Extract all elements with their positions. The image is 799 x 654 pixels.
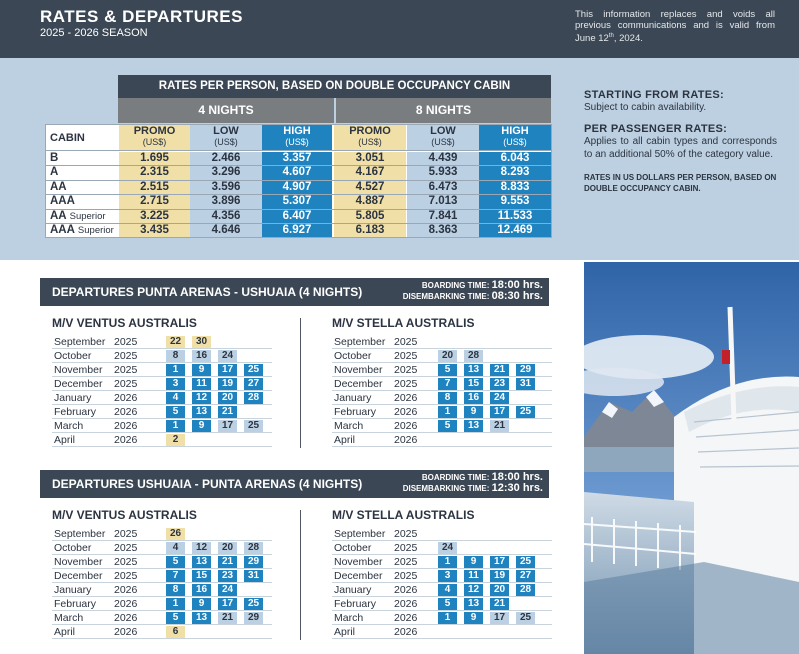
departure-date-high: 23 (218, 570, 237, 582)
month-name: October (334, 350, 372, 362)
rate-value: 1.695 (119, 152, 190, 165)
month-year: 2026 (394, 612, 418, 624)
rate-value: 3.896 (190, 195, 262, 208)
departure-date-high: 1 (438, 406, 457, 418)
month-year: 2026 (114, 434, 138, 446)
rate-row (46, 224, 551, 238)
month-year: 2025 (114, 542, 138, 554)
departure-date-high: 9 (192, 598, 211, 610)
departure-date-high: 19 (490, 570, 509, 582)
rates-notes (584, 89, 777, 194)
departure-date-high: 3 (438, 570, 457, 582)
departure-date-high: 15 (192, 570, 211, 582)
month-year: 2026 (394, 626, 418, 638)
departure-date-high: 21 (490, 364, 509, 376)
rates-banner: RATES PER PERSON, BASED ON DOUBLE OCCUPANCY CABIN (118, 75, 551, 98)
departure-month-row (52, 405, 272, 419)
rate-value: 2.515 (119, 181, 190, 194)
month-year: 2025 (394, 350, 418, 362)
departure-date-high: 4 (438, 584, 457, 596)
departure-date-high: 21 (490, 598, 509, 610)
month-name: February (54, 406, 97, 418)
month-name: April (334, 626, 356, 638)
boarding-times (403, 472, 543, 494)
rate-column-unit: (US$) (214, 137, 238, 147)
departure-date-high: 11 (192, 378, 211, 390)
departure-date-high: 13 (192, 406, 211, 418)
departure-date-high: 25 (516, 406, 535, 418)
departure-month-row (332, 541, 552, 555)
month-name: December (334, 378, 383, 390)
rate-value: 3.357 (262, 152, 332, 165)
departure-month-row (52, 597, 272, 611)
departure-date-low: 24 (218, 350, 237, 362)
rate-value: 8.363 (407, 224, 479, 237)
departure-date-high: 21 (218, 556, 237, 568)
cabin-superior: Superior (69, 210, 106, 222)
departure-date-high: 24 (490, 392, 509, 404)
departure-date-high: 5 (438, 598, 457, 610)
month-year: 2026 (114, 626, 138, 638)
departure-date-high: 13 (192, 556, 211, 568)
departure-month-row (52, 363, 272, 377)
rate-value: 4.907 (262, 181, 332, 194)
departure-date-high: 9 (192, 364, 211, 376)
month-name: November (54, 364, 103, 376)
month-year: 2025 (394, 556, 418, 568)
departure-month-row (52, 583, 272, 597)
disembark-label: DISEMBARKING TIME: (402, 484, 490, 493)
month-year: 2025 (114, 556, 138, 568)
departure-date-high: 13 (464, 364, 483, 376)
month-name: November (334, 556, 383, 568)
rate-row (46, 152, 551, 166)
cabin-code: A (50, 166, 59, 179)
departure-date-high: 4 (166, 392, 185, 404)
month-year: 2026 (114, 584, 138, 596)
departure-date-high: 8 (166, 584, 185, 596)
departure-date-high: 25 (516, 556, 535, 568)
month-year: 2026 (114, 420, 138, 432)
cabin-name (46, 181, 119, 194)
departure-date-high: 7 (166, 570, 185, 582)
departure-date-promo: 26 (166, 528, 185, 540)
departure-month-row (52, 625, 272, 639)
rate-row (46, 166, 551, 180)
departure-month-row (332, 597, 552, 611)
departure-date-high: 28 (244, 392, 263, 404)
departure-month-row (332, 377, 552, 391)
rate-value: 3.225 (119, 210, 190, 223)
departure-date-high: 12 (464, 584, 483, 596)
departure-date-high: 12 (192, 392, 211, 404)
departure-date-low: 25 (516, 612, 535, 624)
departure-date-high: 5 (166, 612, 185, 624)
departure-month-row (332, 527, 552, 541)
month-year: 2025 (394, 570, 418, 582)
departure-date-high: 17 (490, 406, 509, 418)
departure-date-high: 27 (516, 570, 535, 582)
month-name: March (334, 612, 364, 624)
rate-value: 5.307 (262, 195, 332, 208)
month-name: October (54, 542, 92, 554)
departure-date-high: 21 (218, 406, 237, 418)
departure-month-row (332, 405, 552, 419)
month-year: 2025 (394, 378, 418, 390)
departure-date-high: 31 (516, 378, 535, 390)
departure-month-row (332, 583, 552, 597)
departure-date-high: 9 (464, 406, 483, 418)
rate-value: 2.315 (119, 166, 190, 179)
boarding-times (403, 280, 543, 302)
departure-date-high: 29 (244, 556, 263, 568)
departure-month-row (52, 541, 272, 555)
rate-value: 6.927 (262, 224, 332, 237)
departure-date-high: 23 (490, 378, 509, 390)
month-name: January (54, 392, 92, 404)
departure-date-low: 16 (192, 350, 211, 362)
cabin-code: AA (50, 209, 67, 222)
rate-value: 3.435 (119, 224, 190, 237)
month-year: 2025 (114, 336, 138, 348)
departure-date-low: 25 (244, 420, 263, 432)
month-name: January (334, 584, 372, 596)
departure-date-high: 1 (438, 556, 457, 568)
boarding-label: BOARDING TIME: (421, 473, 490, 482)
month-name: February (54, 598, 97, 610)
departure-date-high: 5 (438, 364, 457, 376)
rate-value: 5.933 (407, 166, 479, 179)
departure-date-high: 24 (218, 584, 237, 596)
departure-date-low: 24 (438, 542, 457, 554)
month-name: October (334, 542, 372, 554)
cabin-name (46, 210, 119, 223)
month-year: 2025 (394, 528, 418, 540)
departure-date-high: 16 (192, 584, 211, 596)
rate-value: 12.469 (479, 224, 551, 237)
departure-date-high: 28 (516, 584, 535, 596)
rate-value: 5.805 (334, 210, 406, 223)
departure-date-high: 7 (438, 378, 457, 390)
departure-month-row (52, 611, 272, 625)
cabin-name (46, 166, 119, 179)
month-name: March (54, 612, 84, 624)
departure-date-high: 11 (464, 570, 483, 582)
departure-date-high: 17 (218, 598, 237, 610)
ship-name: M/V VENTUS AUSTRALIS (52, 316, 197, 330)
month-name: April (54, 434, 76, 446)
departure-date-promo: 22 (166, 336, 185, 348)
rate-column-unit: (US$) (431, 137, 455, 147)
departure-date-high: 20 (490, 584, 509, 596)
month-name: September (334, 336, 386, 348)
month-year: 2026 (394, 406, 418, 418)
rate-value: 4.527 (334, 181, 406, 194)
departure-date-low: 29 (244, 612, 263, 624)
rate-column-name: PROMO (133, 125, 176, 137)
departure-date-high: 31 (244, 570, 263, 582)
departure-month-row (332, 611, 552, 625)
departure-date-low: 20 (438, 350, 457, 362)
departure-date-low: 12 (192, 542, 211, 554)
page-header (0, 0, 799, 58)
rate-column-unit: (US$) (358, 137, 382, 147)
rate-value: 8.833 (479, 181, 551, 194)
rate-column-header (190, 125, 262, 150)
rate-value: 6.407 (262, 210, 332, 223)
rate-value: 4.439 (407, 152, 479, 165)
month-name: January (54, 584, 92, 596)
month-year: 2026 (394, 434, 418, 446)
rates-footnote: RATES IN US DOLLARS PER PERSON, BASED ON DOUBLE OCCUPANCY CABIN. (584, 173, 777, 193)
season-label: 2025 - 2026 SEASON (40, 27, 148, 39)
departure-date-high: 20 (218, 392, 237, 404)
rate-column-name: HIGH (501, 125, 529, 137)
page-title: RATES & DEPARTURES (40, 7, 243, 26)
month-name: November (54, 556, 103, 568)
rate-value: 4.887 (334, 195, 406, 208)
rate-value: 8.293 (479, 166, 551, 179)
departure-date-high: 1 (166, 420, 185, 432)
disembark-time: 08:30 hrs. (491, 290, 543, 302)
departure-date-high: 27 (244, 378, 263, 390)
departure-month-row (52, 419, 272, 433)
departure-date-high: 17 (218, 364, 237, 376)
rate-column-name: HIGH (283, 125, 311, 137)
departure-date-high: 9 (464, 556, 483, 568)
departure-date-high: 13 (464, 420, 483, 432)
month-year: 2025 (114, 528, 138, 540)
month-year: 2025 (114, 364, 138, 376)
rate-column-header (479, 125, 551, 150)
rate-value: 7.841 (407, 210, 479, 223)
departure-month-row (52, 527, 272, 541)
month-year: 2026 (394, 392, 418, 404)
rate-column-unit: (US$) (503, 137, 527, 147)
departure-date-high: 1 (166, 598, 185, 610)
departure-date-high: 17 (490, 556, 509, 568)
month-year: 2026 (114, 598, 138, 610)
rate-value: 7.013 (407, 195, 479, 208)
ship-divider (300, 510, 301, 640)
departure-month-row (332, 555, 552, 569)
departure-month-row (332, 349, 552, 363)
departure-date-low: 4 (166, 542, 185, 554)
month-name: December (54, 570, 103, 582)
month-year: 2026 (114, 612, 138, 624)
rate-column-header (407, 125, 479, 150)
month-name: September (54, 336, 106, 348)
month-name: March (334, 420, 364, 432)
departures-header (40, 470, 549, 498)
rate-column-name: PROMO (349, 125, 391, 137)
month-year: 2026 (394, 584, 418, 596)
departure-month-row (52, 569, 272, 583)
cabin-name (46, 152, 119, 165)
departure-month-row (52, 555, 272, 569)
rate-value: 2.466 (190, 152, 262, 165)
departures-title: DEPARTURES PUNTA ARENAS - USHUAIA (4 NIGHTS) (52, 285, 363, 299)
month-name: November (334, 364, 383, 376)
rates-table (45, 124, 552, 238)
rate-column-unit: (US$) (285, 137, 309, 147)
boarding-time: 18:00 hrs. (491, 279, 543, 291)
departure-date-promo: 2 (166, 434, 185, 446)
rate-column-name: LOW (430, 125, 456, 137)
month-year: 2025 (394, 364, 418, 376)
passenger-rates-text: Applies to all cabin types and corresponds to an additional 50% of the category value. (584, 136, 777, 160)
cabin-name (46, 195, 119, 208)
departure-date-high: 1 (438, 612, 457, 624)
departure-date-low: 21 (218, 612, 237, 624)
departure-date-high: 15 (464, 378, 483, 390)
departure-date-high: 5 (438, 420, 457, 432)
departure-month-row (332, 363, 552, 377)
departure-date-high: 5 (166, 556, 185, 568)
month-name: October (54, 350, 92, 362)
departure-date-high: 1 (166, 364, 185, 376)
departure-month-row (332, 625, 552, 639)
departure-date-high: 5 (166, 406, 185, 418)
rate-column-name: LOW (213, 125, 239, 137)
departure-month-row (332, 419, 552, 433)
rate-value: 11.533 (479, 210, 551, 223)
departures-title: DEPARTURES USHUAIA - PUNTA ARENAS (4 NIGHTS) (52, 477, 363, 491)
departure-month-row (332, 569, 552, 583)
rate-row (46, 195, 551, 209)
passenger-rates-title: PER PASSENGER RATES: (584, 123, 728, 135)
month-name: December (54, 378, 103, 390)
rate-column-unit: (US$) (142, 137, 167, 147)
nights-4-header: 4 NIGHTS (118, 98, 334, 123)
ship-name: M/V STELLA AUSTRALIS (332, 316, 475, 330)
disembark-label: DISEMBARKING TIME: (402, 292, 490, 301)
rate-value: 3.296 (190, 166, 262, 179)
departure-date-high: 8 (438, 392, 457, 404)
rate-value: 4.356 (190, 210, 262, 223)
departure-month-row (52, 335, 272, 349)
departure-date-high: 3 (166, 378, 185, 390)
cabin-code: B (50, 152, 59, 164)
month-year: 2026 (114, 406, 138, 418)
departure-date-high: 29 (516, 364, 535, 376)
month-year: 2026 (394, 598, 418, 610)
departure-date-high: 9 (464, 612, 483, 624)
departure-date-high: 19 (218, 378, 237, 390)
rate-value: 9.553 (479, 195, 551, 208)
departure-date-low: 8 (166, 350, 185, 362)
departure-date-high: 13 (464, 598, 483, 610)
rate-value: 4.167 (334, 166, 406, 179)
departure-date-promo: 6 (166, 626, 185, 638)
rate-value: 4.646 (190, 224, 262, 237)
rate-value: 4.607 (262, 166, 332, 179)
month-name: February (334, 406, 377, 418)
boarding-label: BOARDING TIME: (421, 281, 490, 290)
rate-value: 6.183 (334, 224, 406, 237)
departure-date-low: 28 (464, 350, 483, 362)
month-name: September (334, 528, 386, 540)
month-year: 2025 (114, 570, 138, 582)
rate-value: 3.051 (334, 152, 406, 165)
rate-row (46, 210, 551, 224)
month-year: 2026 (114, 392, 138, 404)
departure-date-high: 9 (192, 420, 211, 432)
cabin-code: AAA (50, 195, 75, 208)
starting-rates-text: Subject to cabin availability. (584, 102, 707, 113)
cabin-code: AAA (50, 224, 75, 236)
cabin-code: AA (50, 180, 67, 193)
month-name: January (334, 392, 372, 404)
ship-deck-image (584, 262, 799, 654)
rate-column-header (262, 125, 332, 150)
departure-month-row (332, 335, 552, 349)
ship-divider (300, 318, 301, 448)
departure-date-low: 17 (490, 612, 509, 624)
departure-month-row (332, 391, 552, 405)
departure-date-high: 16 (464, 392, 483, 404)
rate-row (46, 181, 551, 195)
departure-date-high: 13 (192, 612, 211, 624)
month-name: February (334, 598, 377, 610)
month-name: December (334, 570, 383, 582)
month-year: 2025 (114, 378, 138, 390)
departure-month-row (52, 349, 272, 363)
rate-column-header (334, 125, 406, 150)
rate-column-header (119, 125, 190, 150)
departure-month-row (52, 377, 272, 391)
departure-month-row (52, 391, 272, 405)
departure-date-low: 17 (218, 420, 237, 432)
validity-notice: This information replaces and voids all previous communications and is valid from June 12th, 2024. (575, 9, 775, 45)
month-name: April (54, 626, 76, 638)
boarding-time: 18:00 hrs. (491, 471, 543, 483)
month-year: 2025 (114, 350, 138, 362)
month-name: September (54, 528, 106, 540)
departure-date-low: 20 (218, 542, 237, 554)
departure-date-low: 21 (490, 420, 509, 432)
rate-value: 3.596 (190, 181, 262, 194)
departure-month-row (52, 433, 272, 447)
month-year: 2026 (394, 420, 418, 432)
month-name: April (334, 434, 356, 446)
cabin-superior: Superior (77, 225, 114, 236)
rate-value: 6.473 (407, 181, 479, 194)
nights-8-header: 8 NIGHTS (336, 98, 551, 123)
departure-date-high: 25 (244, 364, 263, 376)
disembark-time: 12:30 hrs. (491, 482, 543, 494)
month-year: 2025 (394, 542, 418, 554)
departure-date-promo: 30 (192, 336, 211, 348)
month-name: March (54, 420, 84, 432)
ship-name: M/V VENTUS AUSTRALIS (52, 508, 197, 522)
ship-name: M/V STELLA AUSTRALIS (332, 508, 475, 522)
departure-date-low: 28 (244, 542, 263, 554)
month-year: 2025 (394, 336, 418, 348)
rate-value: 2.715 (119, 195, 190, 208)
departures-header (40, 278, 549, 306)
departure-month-row (332, 433, 552, 447)
starting-rates-title: STARTING FROM RATES: (584, 89, 725, 101)
rate-value: 6.043 (479, 152, 551, 165)
cabin-column-header: CABIN (50, 132, 85, 144)
cabin-name (46, 224, 119, 237)
rates-header-row (46, 125, 551, 151)
ship-photo (584, 262, 799, 654)
departure-date-high: 25 (244, 598, 263, 610)
